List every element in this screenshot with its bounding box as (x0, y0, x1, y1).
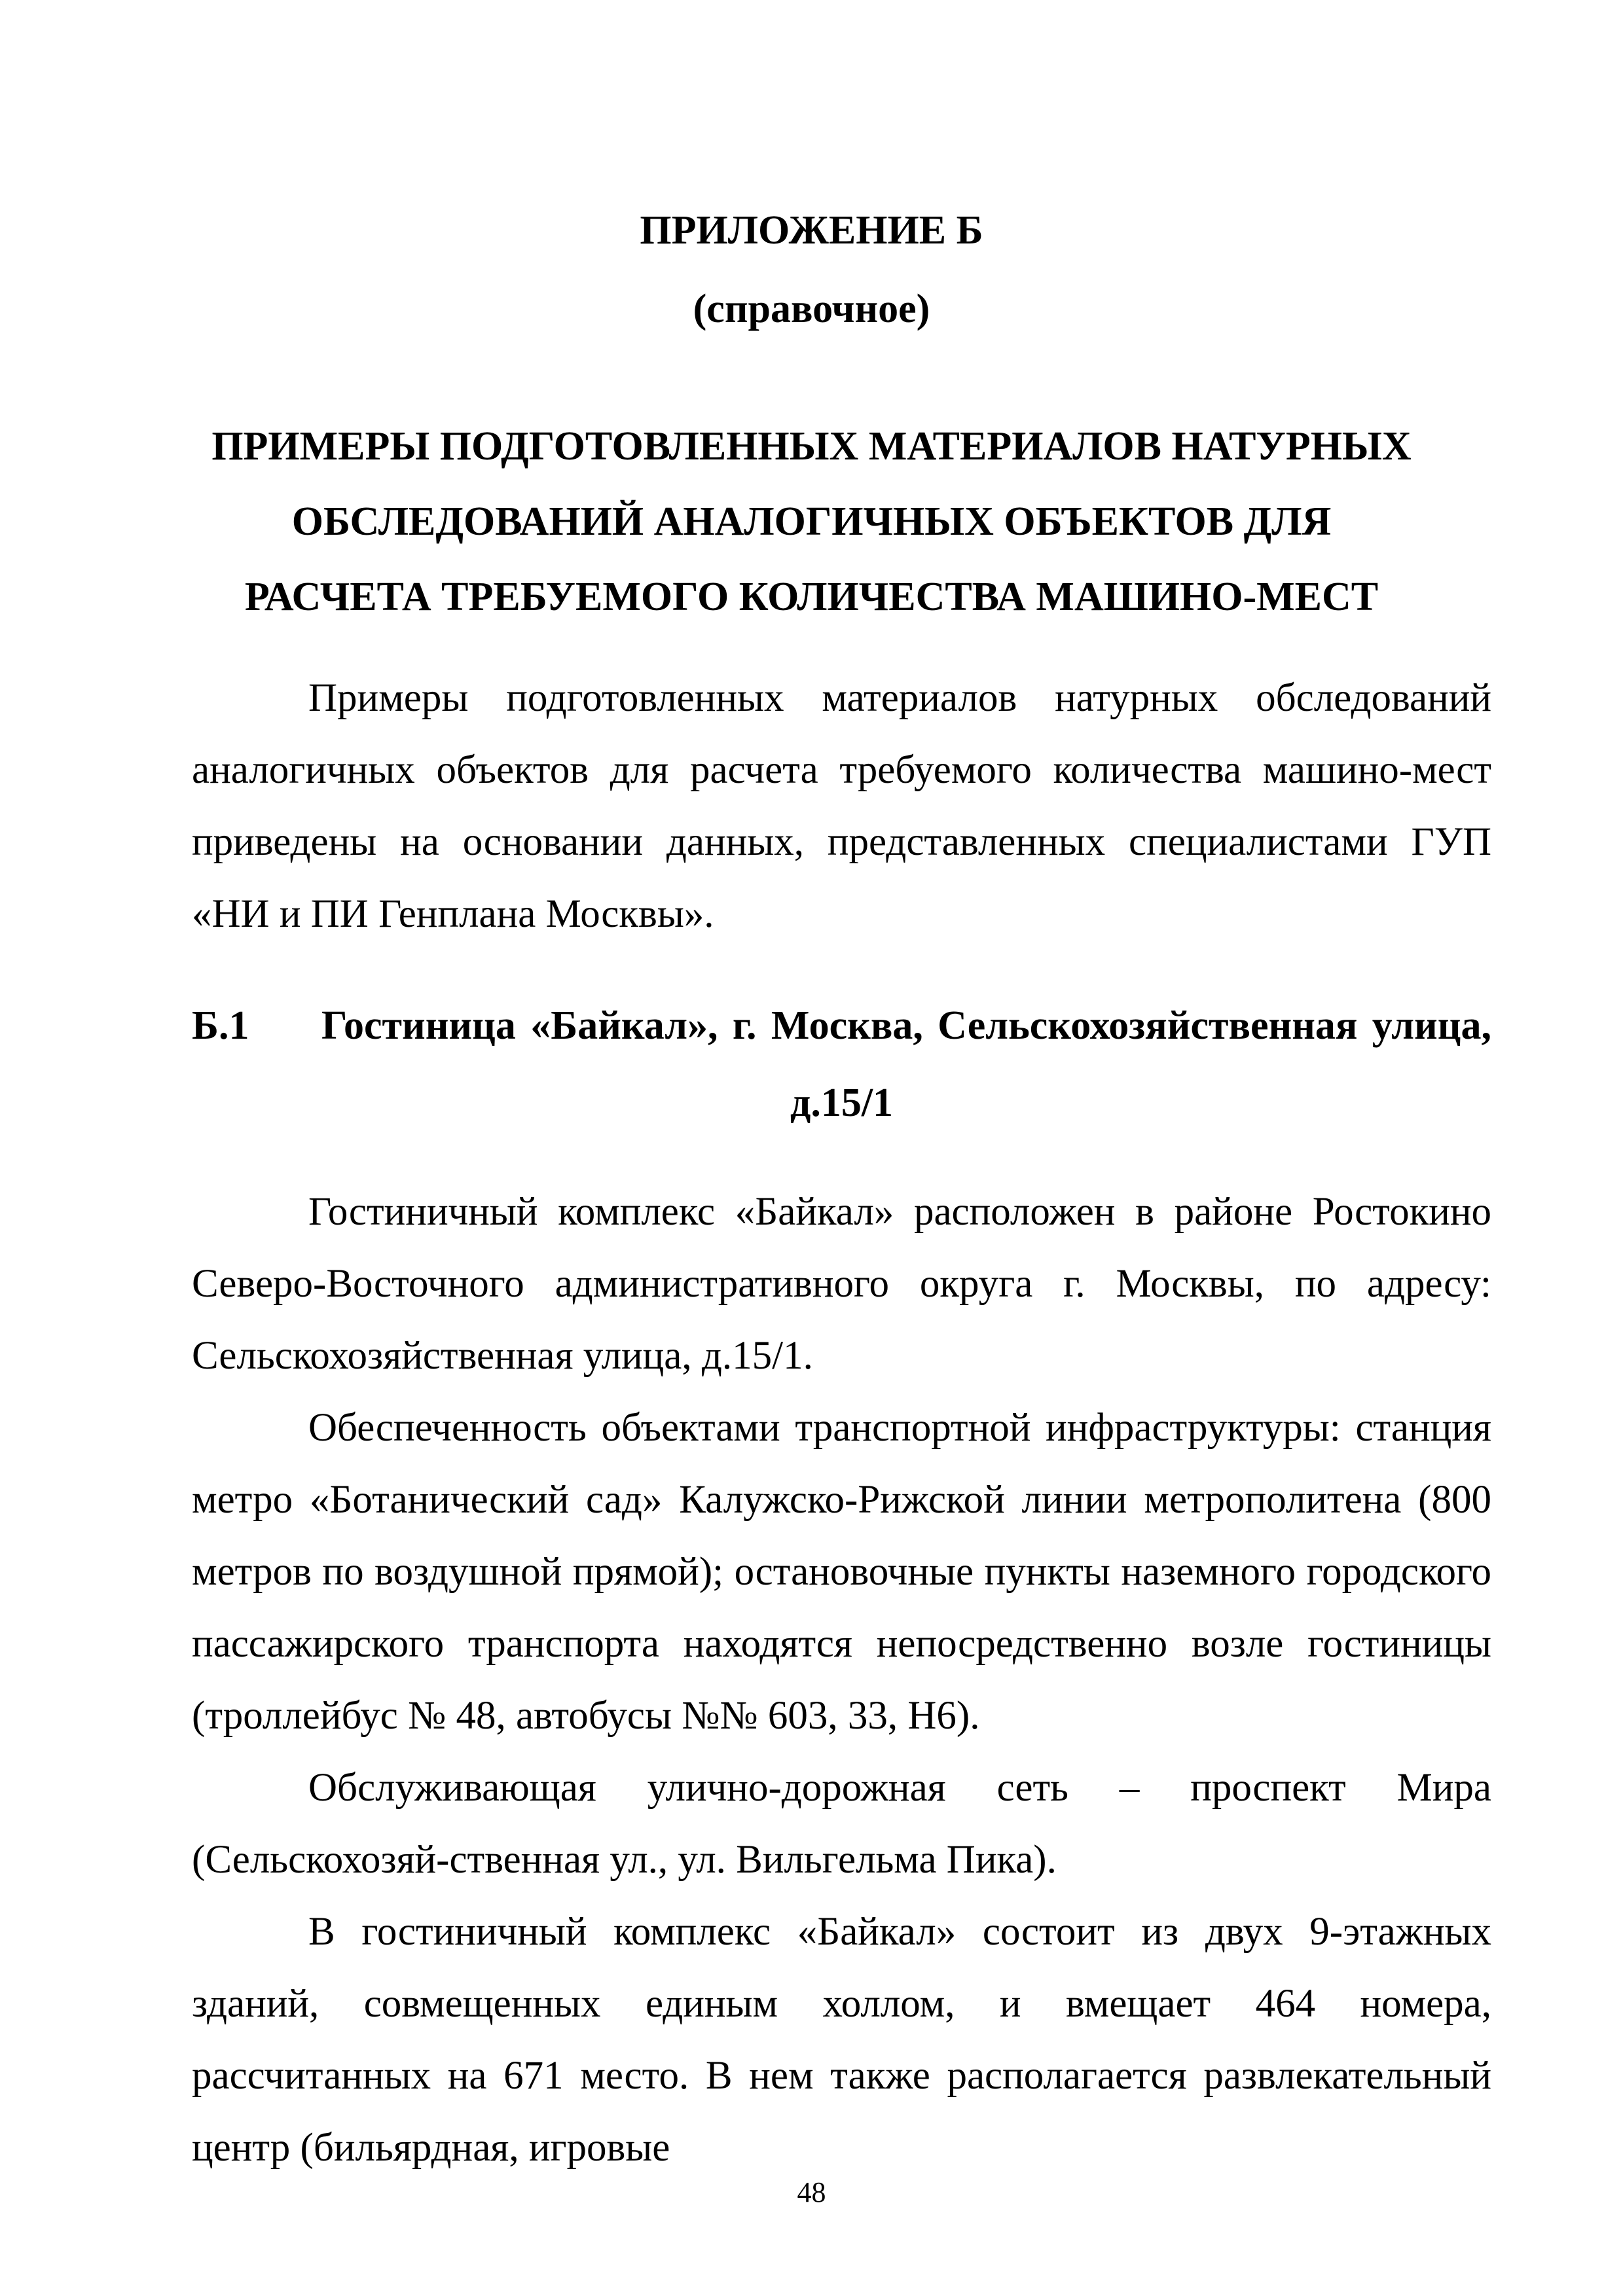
page-number: 48 (797, 2176, 826, 2208)
section-title-line: Гостиница «Байкал», г. Москва, Сельскохозяйственная улица, (321, 1003, 1491, 1048)
section-title-line: д.15/1 (790, 1081, 894, 1125)
appendix-title (131, 409, 1492, 635)
appendix-label: ПРИЛОЖЕНИЕ Б (640, 208, 983, 253)
section-number: Б.1 (192, 1003, 249, 1048)
appendix-title-line: ОБСЛЕДОВАНИЙ АНАЛОГИЧНЫХ ОБЪЕКТОВ ДЛЯ (291, 499, 1332, 544)
appendix-type: (справочное) (693, 287, 930, 331)
body-paragraph: В гостиничный комплекс «Байкал» состоит из двух 9-этажных зданий, совмещенных единым холлом, и вмещает 464 номера, рассчитанных на 671 место. В нем также располагается развлекательный центр (бильярдная, игровые (192, 1910, 1491, 2170)
section-body (192, 1176, 1491, 2184)
body-paragraph: Обслуживающая улично-дорожная сеть – проспект Мира (Сельскохозяй-ственная ул., ул. Вильгельма Пика). (192, 1766, 1491, 1882)
appendix-title-line: ПРИМЕРЫ ПОДГОТОВЛЕННЫХ МАТЕРИАЛОВ НАТУРНЫХ (211, 424, 1412, 469)
appendix-title-line: РАСЧЕТА ТРЕБУЕМОГО КОЛИЧЕСТВА МАШИНО-МЕСТ (244, 575, 1379, 619)
intro-block (192, 662, 1491, 950)
intro-paragraph: Примеры подготовленных материалов натурных обследований аналогичных объектов для расчета требуемого количества машино-мест приведены на основании данных, представленных специалистами ГУП «НИ и ПИ Генплана Москвы». (192, 676, 1491, 936)
section-heading (192, 987, 1491, 1141)
body-paragraph: Гостиничный комплекс «Байкал» расположен в районе Ростокино Северо-Восточного административного округа г. Москвы, по адресу: Сельскохозяйственная улица, д.15/1. (192, 1190, 1491, 1378)
body-paragraph: Обеспеченность объектами транспортной инфраструктуры: станция метро «Ботанический сад» Калужско-Рижской линии метрополитена (800 метров по воздушной прямой); остановочные пункты наземного городского пассажирского транспорта находятся непосредственно возле гостиницы (троллейбус № 48, автобусы №№ 603, 33, Н6). (192, 1406, 1491, 1738)
